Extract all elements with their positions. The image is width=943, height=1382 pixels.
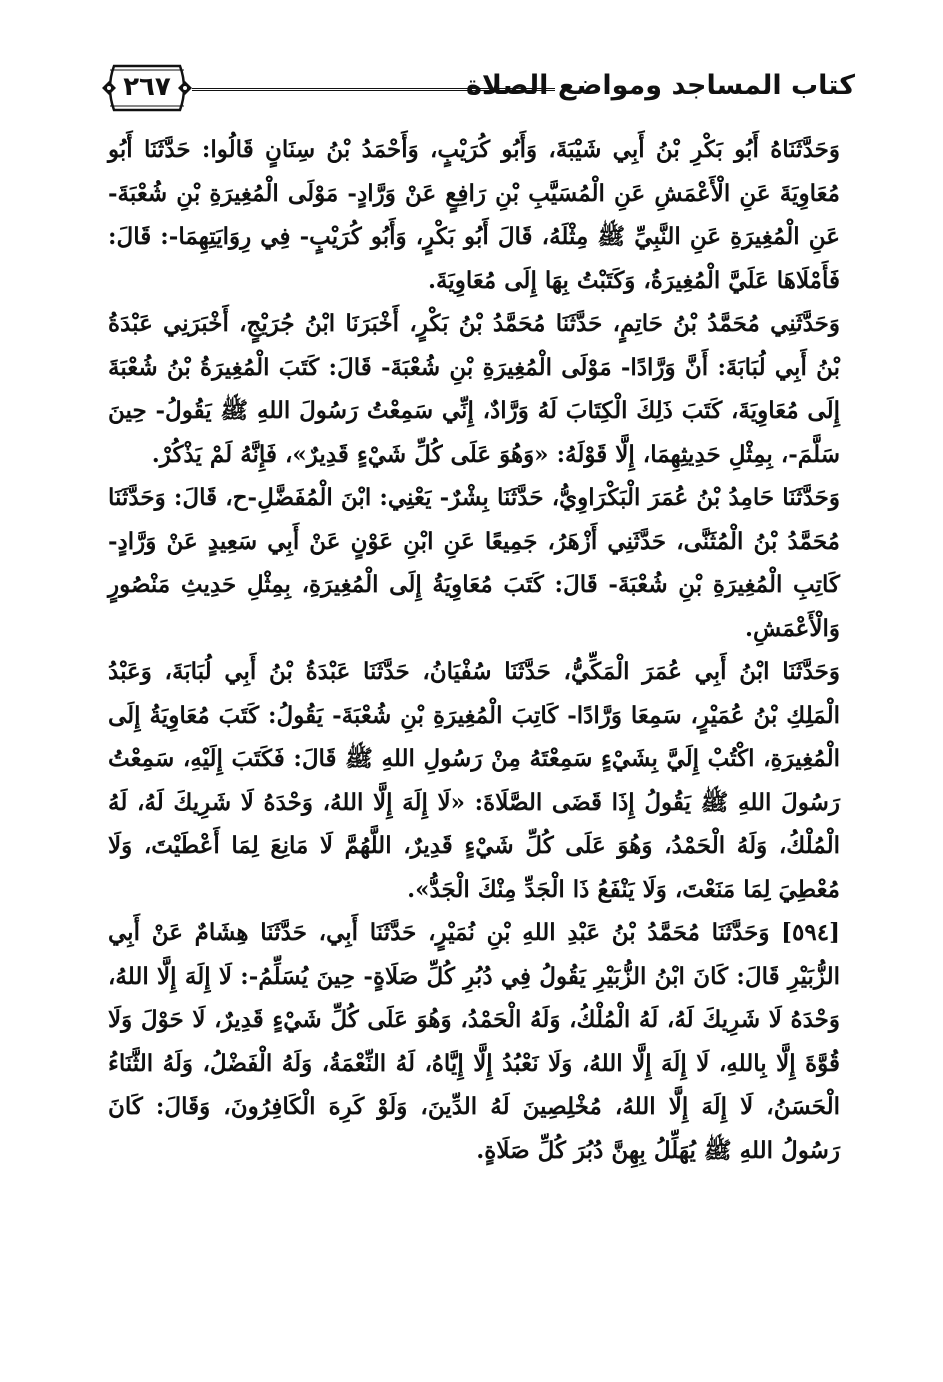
hadith-paragraph: وَحَدَّثَنِي مُحَمَّدُ بْنُ حَاتِمٍ، حَدَّثَنَا مُحَمَّدُ بْنُ بَكْرٍ، أَخْبَرَنَا ابْنُ جُرَيْجٍ، أَخْبَرَنِي عَبْدَةُ بْنُ أَبِي لُبَابَةَ: أَنَّ وَرَّادًا- مَوْلَى الْمُغِيرَةِ بْنِ شُعْبَةَ- قَالَ: كَتَبَ الْمُغِيرَةُ بْنُ شُعْبَةَ إِلَى مُعَاوِيَةَ، كَتَبَ ذَلِكَ الْكِتَابَ لَهُ وَرَّادٌ، إِنِّي سَمِعْتُ رَسُولَ اللهِ ﷺ يَقُولُ- حِينَ سَلَّمَ-، بِمِثْلِ حَدِيثِهِمَا، إِلَّا قَوْلَهُ: «وَهُوَ عَلَى كُلِّ شَيْءٍ قَدِيرٌ»، فَإِنَّهُ لَمْ يَذْكُرْ.	[108, 310, 840, 468]
hadith-paragraph: [٥٩٤] وَحَدَّثَنَا مُحَمَّدُ بْنُ عَبْدِ اللهِ بْنِ نُمَيْرٍ، حَدَّثَنَا أَبِي، حَدَّثَنَا هِشَامٌ عَنْ أَبِي الزُّبَيْرِ قَالَ: كَانَ ابْنُ الزُّبَيْرِ يَقُولُ فِي دُبُرِ كُلِّ صَلَاةٍ- حِينَ يُسَلِّمُ-: لَا إِلَهَ إِلَّا اللهُ، وَحْدَهُ لَا شَرِيكَ لَهُ، لَهُ الْمُلْكُ، وَلَهُ الْحَمْدُ، وَهُوَ عَلَى كُلِّ شَيْءٍ قَدِيرٌ، لَا حَوْلَ وَلَا قُوَّةَ إِلَّا بِاللهِ، لَا إِلَهَ إِلَّا اللهُ، وَلَا نَعْبُدُ إِلَّا إِيَّاهُ، لَهُ النِّعْمَةُ، وَلَهُ الْفَضْلُ، وَلَهُ الثَّنَاءُ الْحَسَنُ، لَا إِلَهَ إِلَّا اللهُ، مُخْلِصِينَ لَهُ الدِّينَ، وَلَوْ كَرِهَ الْكَافِرُونَ، وَقَالَ: كَانَ رَسُولُ اللهِ ﷺ يُهَلِّلُ بِهِنَّ دُبُرَ كُلِّ صَلَاةٍ.	[108, 919, 840, 1164]
header-rule	[192, 88, 555, 91]
running-title: كتاب المساجد ومواضع الصلاة	[465, 70, 855, 101]
hadith-paragraph: وَحَدَّثَنَا ابْنُ أَبِي عُمَرَ الْمَكِّيُّ، حَدَّثَنَا سُفْيَانُ، حَدَّثَنَا عَبْدَةُ بْنُ أَبِي لُبَابَةَ، وَعَبْدُ الْمَلِكِ بْنُ عُمَيْرٍ، سَمِعَا وَرَّادًا- كَاتِبَ الْمُغِيرَةِ بْنِ شُعْبَةَ- يَقُولُ: كَتَبَ مُعَاوِيَةُ إِلَى الْمُغِيرَةِ، اكْتُبْ إِلَيَّ بِشَيْءٍ سَمِعْتَهُ مِنْ رَسُولِ اللهِ ﷺ قَالَ: فَكَتَبَ إِلَيْهِ، سَمِعْتُ رَسُولَ اللهِ ﷺ يَقُولُ إِذَا قَضَى الصَّلَاةَ: «لَا إِلَهَ إِلَّا اللهُ، وَحْدَهُ لَا شَرِيكَ لَهُ، لَهُ الْمُلْكُ، وَلَهُ الْحَمْدُ، وَهُوَ عَلَى كُلِّ شَيْءٍ قَدِيرٌ، اللَّهُمَّ لَا مَانِعَ لِمَا أَعْطَيْتَ، وَلَا مُعْطِيَ لِمَا مَنَعْتَ، وَلَا يَنْفَعُ ذَا الْجَدِّ مِنْكَ الْجَدُّ».	[108, 658, 840, 903]
main-text	[108, 128, 840, 1172]
page-header	[100, 62, 855, 114]
page-number: ٢٦٧	[123, 72, 171, 102]
hadith-paragraph: وَحَدَّثَنَاهُ أَبُو بَكْرِ بْنُ أَبِي شَيْبَةَ، وَأَبُو كُرَيْبٍ، وَأَحْمَدُ بْنُ سِنَانٍ قَالُوا: حَدَّثَنَا أَبُو مُعَاوِيَةَ عَنِ الْأَعْمَشِ عَنِ الْمُسَيَّبِ بْنِ رَافِعٍ عَنْ وَرَّادٍ- مَوْلَى الْمُغِيرَةِ بْنِ شُعْبَةَ- عَنِ الْمُغِيرَةِ عَنِ النَّبِيِّ ﷺ مِثْلَهُ، قَالَ أَبُو بَكْرٍ، وَأَبُو كُرَيْبٍ- فِي رِوَايَتِهِمَا-: قَالَ: فَأَمْلَاهَا عَلَيَّ الْمُغِيرَةُ، وَكَتَبْتُ بِهَا إِلَى مُعَاوِيَةَ.	[108, 136, 840, 294]
hadith-paragraph: وَحَدَّثَنَا حَامِدُ بْنُ عُمَرَ الْبَكْرَاوِيُّ، حَدَّثَنَا بِشْرٌ- يَعْنِي: ابْنَ الْمُفَضَّلِ-ح، قَالَ: وَحَدَّثَنَا مُحَمَّدُ بْنُ الْمُثَنَّى، حَدَّثَنِي أَزْهَرُ، جَمِيعًا عَنِ ابْنِ عَوْنٍ عَنْ أَبِي سَعِيدٍ عَنْ وَرَّادٍ- كَاتِبِ الْمُغِيرَةِ بْنِ شُعْبَةَ- قَالَ: كَتَبَ مُعَاوِيَةُ إِلَى الْمُغِيرَةِ، بِمِثْلِ حَدِيثِ مَنْصُورٍ وَالْأَعْمَشِ.	[108, 484, 840, 642]
page-number-ornament	[100, 62, 194, 114]
